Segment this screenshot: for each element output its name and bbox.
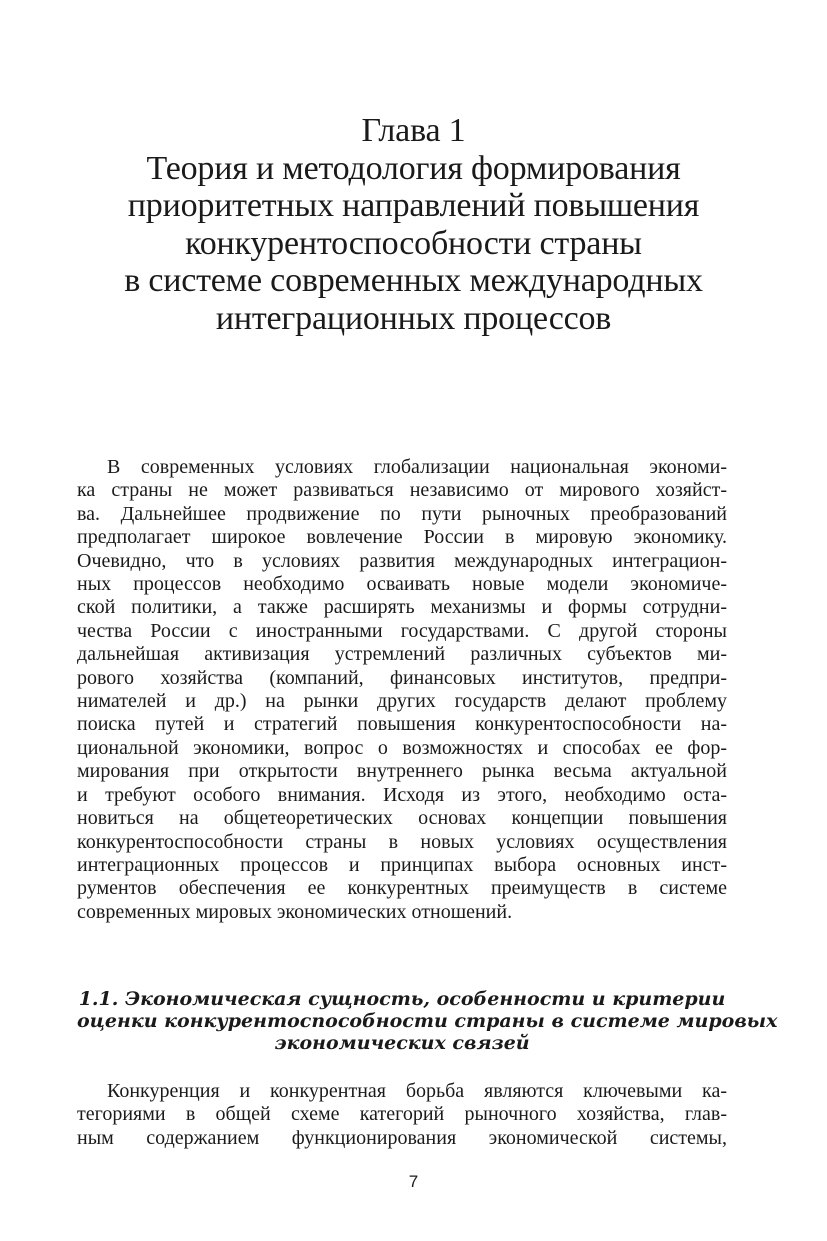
text-line: современных мировых экономических отношений. [77,900,513,923]
section-title-line: оценки конкурентоспособности страны в системе мировых [77,1010,778,1032]
chapter-title-line: приоритетных направлений повышения [127,187,700,224]
chapter-title-line: конкурентоспособности страны [185,224,642,262]
section-paragraph [77,1080,727,1150]
chapter-title-line: интеграционных процессов [215,299,612,337]
section-title [77,988,778,1054]
text-line: поиска путей и стратегий повышения конкурентоспособности на- [77,713,727,736]
text-line: предполагает широкое вовлечение России в мировую экономику. [77,526,727,549]
page-number: 7 [408,1172,419,1191]
chapter-title-line: в системе современных международных [124,262,703,299]
section-title-line: экономических связей [274,1032,530,1054]
text-line: рового хозяйства (компаний, финансовых институтов, предпри- [77,666,727,689]
text-line: В современных условиях глобализации национальная экономи- [107,456,727,478]
text-line: мирования при открытости внутреннего рынка весьма актуальной [77,760,727,783]
text-line: и требуют особого внимания. Исходя из этого, необходимо оста- [77,783,727,806]
text-line: тегориями в общей схеме категорий рыночного хозяйства, глав- [77,1103,727,1126]
text-line: ва. Дальнейшее продвижение по пути рыночных преобразований [77,502,727,525]
text-line: ным содержанием функционирования экономической системы, [77,1126,727,1149]
chapter-number: Глава 1 [361,112,466,149]
text-line: нимателей и др.) на рынки других государств делают проблему [77,690,727,713]
text-line: новиться на общетеоретических основах концепции повышения [77,807,727,830]
text-line: Конкуренция и конкурентная борьба являются ключевыми ка- [107,1080,727,1102]
text-line: конкурентоспособности страны в новых условиях осуществления [77,830,727,853]
text-line: дальнейшая активизация устремлений различных субъектов ми- [77,643,727,666]
intro-paragraph [77,456,727,924]
text-line: ка страны не может развиваться независимо от мирового хозяйст- [77,479,727,502]
text-line: интеграционных процессов и принципах выбора основных инст- [77,853,727,876]
chapter-heading [60,112,767,337]
chapter-title-line: Теория и методология формирования [146,149,681,187]
text-line: ской политики, а также расширять механизмы и формы сотрудни- [77,596,727,619]
section-title-line: 1.1. Экономическая сущность, особенности и критерии [78,988,726,1010]
text-line: Очевидно, что в условиях развития международных интеграцион- [77,549,727,572]
text-line: рументов обеспечения ее конкурентных преимуществ в системе [77,877,727,900]
text-line: ных процессов необходимо осваивать новые модели экономиче- [77,573,727,596]
text-line: циональной экономики, вопрос о возможностях и способах ее фор- [77,736,727,759]
text-line: чества России с иностранными государствами. С другой стороны [77,619,727,642]
